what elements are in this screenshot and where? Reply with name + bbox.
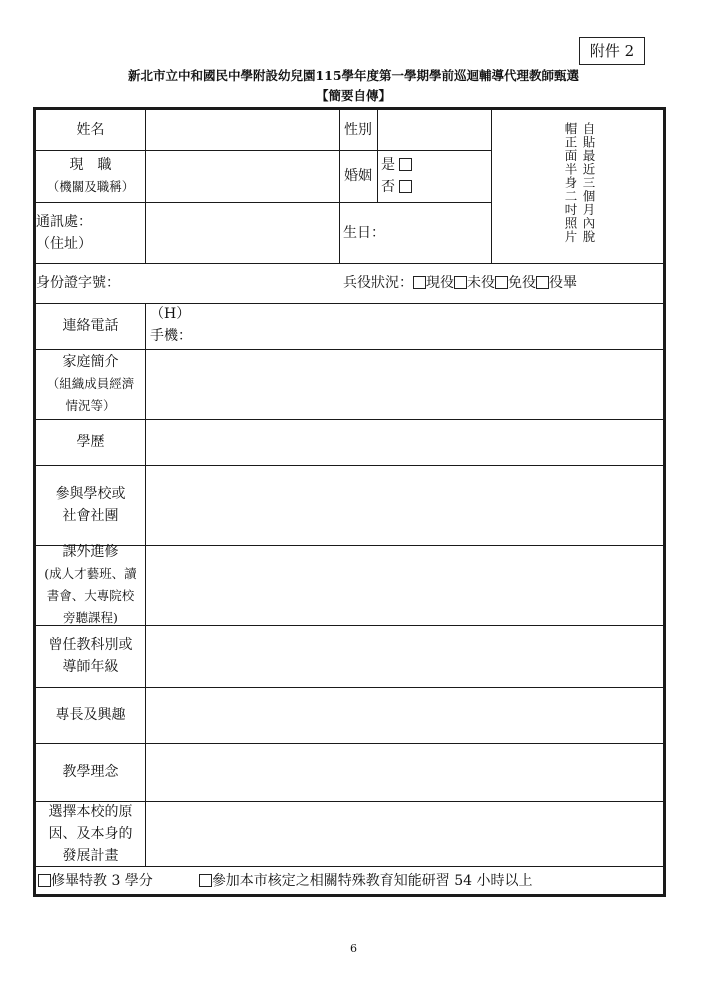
military-status-field — [339, 263, 663, 303]
checkbox[interactable] — [495, 276, 508, 289]
grid-line — [491, 110, 492, 263]
military-option: 免役 — [508, 275, 536, 291]
military-option: 現役 — [426, 275, 454, 291]
extra-study-sub-label: 旁聽課程) — [63, 610, 118, 625]
phone-label: 連絡電話 — [62, 318, 119, 334]
position-sub-label: （機關及職稱） — [46, 179, 135, 194]
extra-study-field[interactable] — [146, 545, 663, 625]
activities-field[interactable] — [146, 465, 663, 545]
attachment-label: 附件 2 — [579, 37, 645, 65]
family-sub-label: （組織成員經濟 — [46, 376, 135, 391]
activities-label: 參與學校或 社會社團 — [55, 486, 126, 524]
family-sub-label: 情況等） — [65, 398, 116, 413]
specialty-label: 專長及興趣 — [55, 707, 126, 723]
military-option: 役畢 — [549, 275, 577, 291]
reason-label: 選擇本校的原 因、及本身的 發展計畫 — [48, 803, 133, 864]
marriage-no-option[interactable]: 否 — [381, 176, 412, 198]
education-label: 學歷 — [76, 434, 105, 450]
philosophy-field[interactable] — [146, 743, 663, 801]
photo-instruction-line: 自貼最近三個月內脫 — [581, 122, 596, 244]
birthday-label: 生日： — [343, 224, 385, 241]
special-ed-training-option: 參加本市核定之相關特殊教育知能研習 54 小時以上 — [211, 872, 533, 889]
address-field[interactable] — [36, 202, 339, 263]
form-subtitle: 【簡要自傳】 — [315, 88, 391, 103]
position-field[interactable] — [146, 150, 339, 202]
specialty-field[interactable] — [146, 687, 663, 743]
extra-study-label: 課外進修 (成人才藝班、讀 書會、大專院校 旁聽課程) — [36, 545, 145, 625]
autobiography-form — [33, 107, 666, 897]
checkbox[interactable] — [399, 180, 412, 193]
name-field[interactable] — [146, 110, 339, 150]
qualification-checks — [36, 867, 663, 894]
reason-field[interactable] — [146, 801, 663, 866]
address-sub-label: （住址） — [36, 235, 92, 252]
military-option: 未役 — [467, 275, 495, 291]
checkbox[interactable] — [199, 874, 212, 887]
checkbox[interactable] — [454, 276, 467, 289]
id-number-label: 身份證字號： — [36, 275, 120, 291]
form-title: 新北市立中和國民中學附設幼兒園115學年度第一學期學前巡迴輔導代理教師甄選 — [127, 68, 580, 83]
phone-field[interactable] — [146, 303, 663, 349]
gender-label: 性別 — [344, 122, 372, 138]
page-number: 6 — [350, 942, 357, 955]
special-ed-credit-option: 修畢特教 3 學分 — [51, 872, 153, 889]
extra-study-sub-label: 書會、大專院校 — [46, 588, 135, 603]
address-label: 通訊處： — [36, 213, 92, 230]
name-label: 姓名 — [76, 122, 105, 138]
photo-placeholder — [563, 122, 595, 252]
teaching-history-field[interactable] — [146, 625, 663, 687]
family-field[interactable] — [146, 349, 663, 419]
position-label: 現 職 （機關及職稱） — [36, 150, 145, 202]
education-field[interactable] — [146, 419, 663, 465]
checkbox[interactable] — [38, 874, 51, 887]
checkbox[interactable] — [536, 276, 549, 289]
home-phone-label: （H） — [150, 306, 191, 322]
family-label: 家庭簡介 （組織成員經濟 情況等） — [36, 349, 145, 419]
extra-study-sub-label: (成人才藝班、讀 — [44, 566, 137, 581]
checkbox[interactable] — [413, 276, 426, 289]
marriage-yes-option[interactable]: 是 — [381, 154, 412, 176]
philosophy-label: 教學理念 — [62, 764, 119, 780]
military-status-label: 兵役狀況： — [343, 275, 413, 291]
teaching-history-label: 曾任教科別或 導師年級 — [48, 637, 133, 675]
marriage-label: 婚姻 — [344, 168, 372, 184]
birthday-field[interactable] — [339, 202, 491, 263]
mobile-phone-label: 手機： — [150, 328, 192, 344]
checkbox[interactable] — [399, 158, 412, 171]
id-number-field[interactable] — [36, 263, 339, 303]
marriage-options — [378, 150, 491, 202]
gender-field[interactable] — [378, 110, 491, 150]
photo-instruction-line: 帽正面半身二吋照片 — [563, 122, 578, 244]
